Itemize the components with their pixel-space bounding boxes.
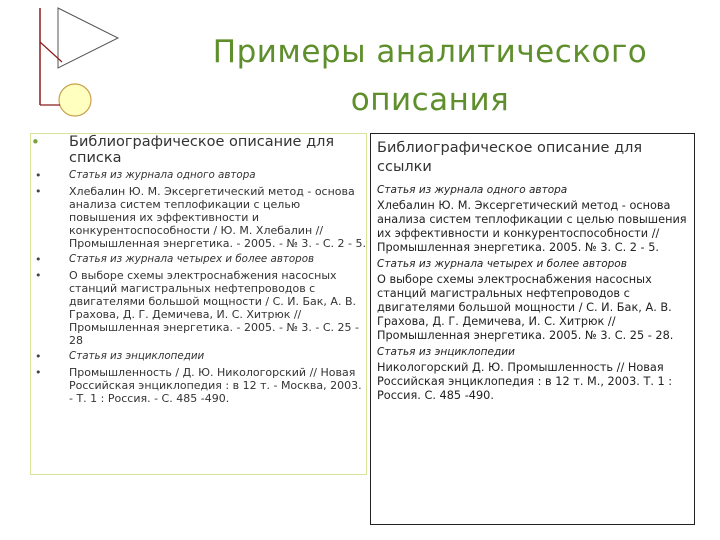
list-item <box>31 350 366 363</box>
left-entry: Промышленность / Д. Ю. Никологорский // Новая Российская энциклопедия : в 12 т. - Москва, 2003. - Т. 1 : Россия. - С. 485 -490. <box>69 366 362 405</box>
bullet-icon: • <box>35 350 42 363</box>
decor-circle <box>59 84 91 116</box>
bullet-icon: • <box>31 133 40 151</box>
right-entry: О выборе схемы электроснабжения насосных станций магистральных нефтепроводов с двигателями большой мощности / С. И. Бак, А. В. Грахова, Д. Г. Демичева, И. С. Хитрюк // Промышленная энергетика. 2005. № 3. С. 25 - 28. <box>377 273 674 342</box>
left-entry: Хлебалин Ю. М. Эксергетический метод - основа анализа систем теплофикации с целью повышения их эффективности и конкурентоспособности / Ю. М. Хлебалин // Промышленная энергетика. - 2005. - № 3. - С. 2 - 5. <box>69 185 366 250</box>
bullet-icon: • <box>35 169 42 182</box>
list-item <box>31 253 366 266</box>
right-subheading: Статья из журнала одного автора <box>377 184 568 196</box>
right-entry: Хлебалин Ю. М. Эксергетический метод - основа анализа систем теплофикации с целью повышения их эффективности и конкурентоспособности // Промышленная энергетика. 2005. № 3. С. 2 - 5. <box>377 199 687 254</box>
right-subheading: Статья из журнала четырех и более авторов <box>377 258 627 270</box>
left-entry: О выборе схемы электроснабжения насосных станций магистральных нефтепроводов с двигателями большой мощности / С. И. Бак, А. В. Грахова, Д. Г. Демичева, И. С. Хитрюк // Промышленная энергетика. - 2005. - № 3. - С. 25 - 28 <box>69 269 359 347</box>
bullet-icon: • <box>35 185 42 198</box>
list-item <box>31 169 366 182</box>
decor-triangle <box>58 8 118 68</box>
left-subheading: Статья из журнала одного автора <box>69 169 256 181</box>
right-heading: Библиографическое описание для ссылки <box>377 140 643 175</box>
list-description-column <box>30 133 367 475</box>
page-title: Примеры аналитического описания <box>212 34 648 118</box>
left-heading: Библиографическое описание для списка <box>69 134 335 166</box>
left-subheading: Статья из журнала четырех и более авторов <box>69 253 315 265</box>
left-heading-item <box>31 134 366 166</box>
reference-description-column <box>370 133 695 525</box>
left-bullet-list <box>31 134 366 405</box>
right-entry: Никологорский Д. Ю. Промышленность // Новая Российская энциклопедия : в 12 т. М., 2003. Т. 1 : Россия. С. 485 -490. <box>377 361 673 402</box>
decorative-shapes <box>0 0 160 130</box>
list-item <box>31 269 366 347</box>
bullet-icon: • <box>35 269 42 282</box>
right-subheading: Статья из энциклопедии <box>377 346 515 358</box>
left-subheading: Статья из энциклопедии <box>69 350 205 362</box>
list-item <box>31 366 366 405</box>
bullet-icon: • <box>35 366 42 379</box>
list-item <box>31 185 366 250</box>
bullet-icon: • <box>35 253 42 266</box>
